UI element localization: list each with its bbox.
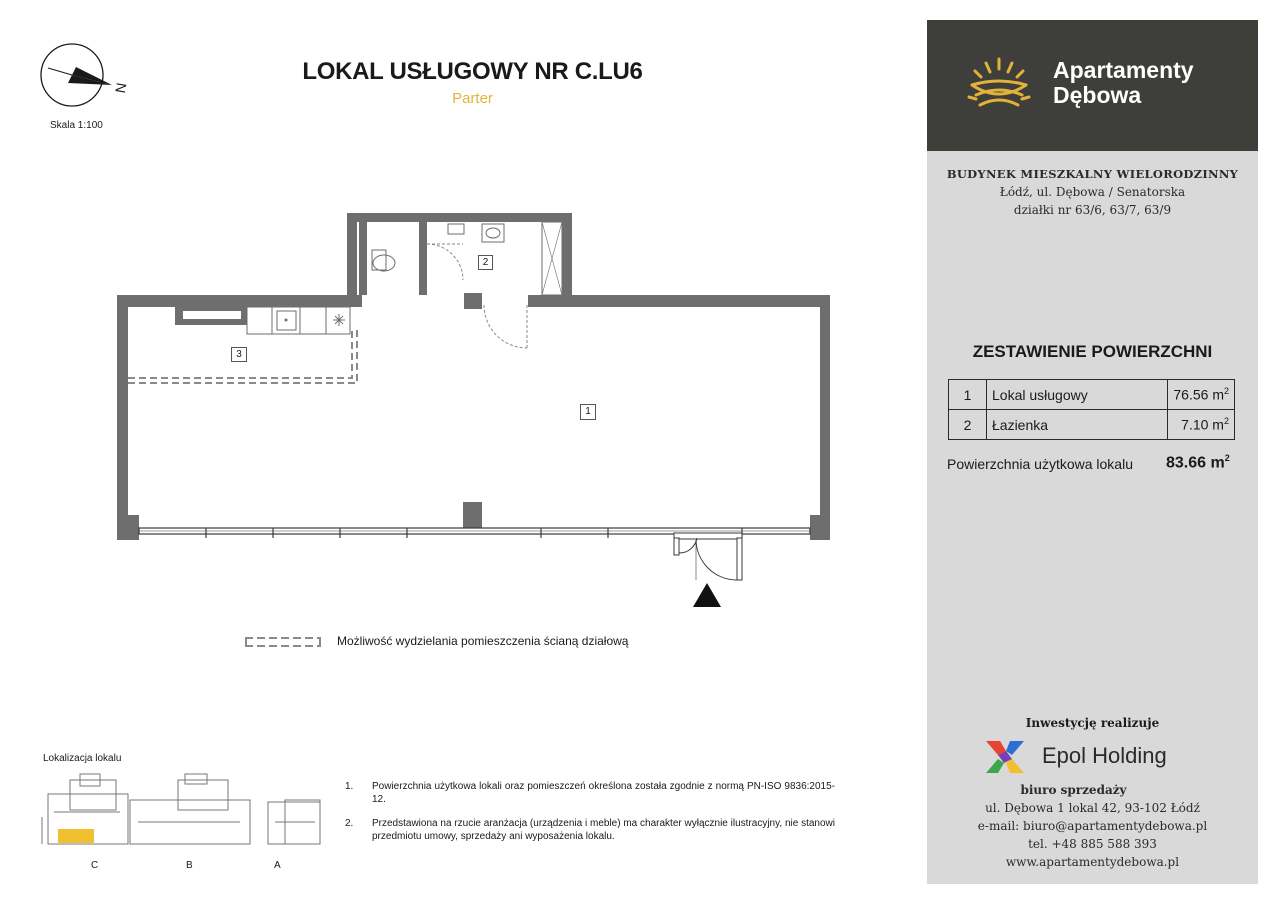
brand-name [1053, 58, 1194, 108]
building-info [927, 165, 1258, 219]
room-area: 76.56 $m^2$ [1168, 380, 1235, 410]
sales-office-phone[interactable]: tel. +48 885 588 393 [1028, 837, 1157, 851]
note-text: Powierzchnia użytkowa lokali oraz pomieszczeń określona została zgodnie z normą PN-ISO 9836:2015-12. [372, 781, 835, 805]
partition-legend-icon [245, 636, 323, 650]
epol-logo-icon [984, 737, 1026, 777]
location-label: Lokalizacja lokalu [43, 753, 122, 764]
notes [345, 780, 835, 854]
location-minimap [40, 772, 330, 852]
partition-legend-label: Możliwość wydzielania pomieszczenia ścianą działową [337, 634, 629, 648]
table-row [949, 410, 1235, 440]
note-number: 2. [345, 818, 354, 829]
row-number: 1 [949, 380, 987, 410]
room-name: Łazienka [987, 410, 1168, 440]
note-text: Przedstawiona na rzucie aranżacja (urządzenia i meble) ma charakter wyłącznie ilustracyjny, nie stanowi przedmiotu umowy, sprzedaży ani wyposażenia lokalu. [372, 818, 835, 842]
note-item [345, 780, 835, 806]
room-area: 7.10 $m^2$ [1168, 410, 1235, 440]
room-name: Lokal usługowy [987, 380, 1168, 410]
sales-office-address: ul. Dębowa 1 lokal 42, 93-102 Łódź [985, 801, 1200, 815]
sales-office [927, 781, 1258, 871]
total-area-value: 83.66 $m^2$ [1166, 453, 1230, 472]
sales-office-label: biuro sprzedaży [1020, 783, 1127, 797]
row-number: 2 [949, 410, 987, 440]
brand-name-line1: Apartamenty [1053, 57, 1194, 83]
block-label-b: B [186, 860, 193, 871]
floor-subtitle: Parter [452, 90, 493, 107]
block-label-a: A [274, 860, 281, 871]
summary-title: ZESTAWIENIE POWIERZCHNI [972, 342, 1213, 361]
room-label-3: 3 [231, 347, 247, 362]
total-area-label: Powierzchnia użytkowa lokalu [947, 456, 1133, 472]
brand-name-line2: Dębowa [1053, 82, 1142, 108]
investor-label: Inwestycję realizuje [1025, 716, 1160, 730]
building-type: BUDYNEK MIESZKALNY WIELORODZINNY [946, 167, 1239, 181]
sun-logo-icon [966, 55, 1032, 113]
block-label-c: C [91, 860, 99, 871]
note-number: 1. [345, 781, 354, 792]
entrance-arrow-icon [693, 583, 721, 607]
compass-north-label: N [112, 81, 130, 95]
sales-office-website[interactable]: www.apartamentydebowa.pl [1005, 855, 1180, 869]
room-label-1: 1 [580, 404, 596, 420]
room-label-2: 2 [478, 255, 493, 270]
scale-label: Skala 1:100 [50, 120, 103, 131]
building-address: Łódź, ul. Dębowa / Senatorska [999, 185, 1186, 199]
page-title: LOKAL USŁUGOWY NR C.LU6 [302, 58, 643, 85]
table-row [949, 380, 1235, 410]
note-item [345, 817, 835, 843]
building-plots: działki nr 63/6, 63/7, 63/9 [1013, 203, 1172, 217]
area-table [948, 379, 1235, 440]
compass-icon [38, 40, 138, 112]
plan-walls [117, 213, 830, 540]
investor-name: Epol Holding [1042, 743, 1167, 768]
sales-office-email[interactable]: e-mail: biuro@apartamentydebowa.pl [977, 819, 1208, 833]
